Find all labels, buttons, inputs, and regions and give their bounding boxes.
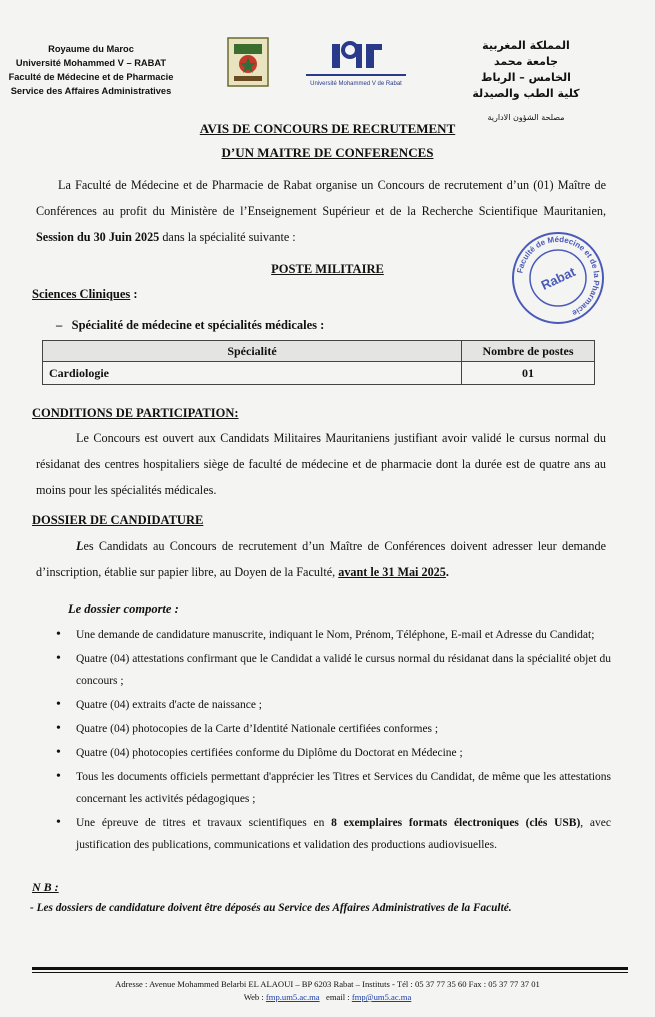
dossier-heading: DOSSIER DE CANDIDATURE <box>32 513 204 527</box>
list-item: • Quatre (04) attestations confirmant que le Candidat a validé le cursus normal du résidanat dans la spécialité objet du concours ; <box>56 648 611 692</box>
header-left-line: Service des Affaires Administratives <box>10 86 172 96</box>
footer-email-label: email : <box>319 992 352 1002</box>
dossier-items-list <box>56 624 611 858</box>
header-right-block <box>471 38 581 126</box>
dossier-text: es Candidats au Concours de recrutement d’un Maître de Conférences doivent adresser leur demande d’inscription, établie sur papier libre, au Doyen de la Faculté, <box>36 539 606 579</box>
header-right-line: جامعة محمد الخامس – الرباط <box>481 55 571 84</box>
header-left-line: Royaume du Maroc <box>48 44 134 54</box>
stamp-ring-text: Faculté de Médecine et de la Pharmacie <box>515 234 602 318</box>
list-item: • Quatre (04) photocopies certifiées conforme du Diplôme du Doctorat en Médecine ; <box>56 742 611 764</box>
um5-logo <box>296 38 416 90</box>
dossier-deadline: avant le 31 Mai 2025 <box>338 565 446 579</box>
table-header-row <box>43 341 595 362</box>
table-cell: Cardiologie <box>43 362 462 385</box>
header-left-block <box>2 42 180 98</box>
list-item: • Tous les documents officiels permettant d'apprécier les Titres et Services du Candidat, de même que les attestations concernant les activités pédagogiques ; <box>56 766 611 810</box>
table-cell: 01 <box>462 362 595 385</box>
specialite-heading-text: Spécialité de médecine et spécialités médicales : <box>71 318 325 332</box>
footer-rule <box>32 972 628 973</box>
sciences-label: Sciences Cliniques <box>32 287 131 301</box>
faculty-stamp <box>510 230 606 326</box>
nb-text: - Les dossiers de candidature doivent être déposés au Service des Affaires Administratives de la Faculté. <box>30 902 512 914</box>
list-item: • Une demande de candidature manuscrite, indiquant le Nom, Prénom, Téléphone, E-mail et Adresse du Candidat; <box>56 624 611 646</box>
university-crest-logo <box>226 36 270 88</box>
conditions-paragraph: Le Concours est ouvert aux Candidats Militaires Mauritaniens justifiant avoir validé le cursus normal du résidanat des centres hospitaliers siège de faculté de médecine et de pharmacie dont la durée est de quatre ans au moins pour les spécialités médicales. <box>36 431 606 497</box>
list-item: • Quatre (04) extraits d'acte de naissance ; <box>56 694 611 716</box>
nb-label: N B : <box>32 880 59 894</box>
list-item-text: Une épreuve de titres et travaux scientifiques en <box>76 817 332 829</box>
header-right-line: المملكة المغربية <box>482 39 570 52</box>
footer-web-label: Web : <box>243 992 266 1002</box>
header-left-line: Faculté de Médecine et de Pharmacie <box>8 72 174 82</box>
list-item-bold: 8 exemplaires formats électroniques (clés USB) <box>331 817 581 829</box>
footer-web-link[interactable]: fmp.um5.ac.ma <box>265 992 320 1002</box>
intro-text: La Faculté de Médecine et de Pharmacie de Rabat organise un Concours de recrutement d’un (01) Maître de Conférences au profit du Ministère de l’Enseignement Supérieur et de la Recherche Scientifique Mauritanien, <box>36 178 606 218</box>
dossier-end: . <box>445 565 449 579</box>
conditions-heading: CONDITIONS DE PARTICIPATION: <box>32 406 239 420</box>
title-line-2: D’UN MAITRE DE CONFERENCES <box>221 145 434 160</box>
dossier-initial: L <box>76 539 84 553</box>
intro-text-end: dans la spécialité suivante : <box>159 230 296 244</box>
sciences-colon: : <box>130 287 138 301</box>
footer <box>0 978 655 1004</box>
footer-address: Adresse : Avenue Mohammed Belarbi EL ALAOUI – BP 6203 Rabat – Instituts - Tél : 05 37 77 35 60 Fax : 05 37 77 37 01 <box>115 979 540 989</box>
list-item: • Quatre (04) photocopies de la Carte d’Identité Nationale certifiées conformes ; <box>56 718 611 740</box>
um5-logo-caption: Université Mohammed V de Rabat <box>310 81 402 87</box>
dossier-paragraph <box>36 533 606 585</box>
dash-bullet: – <box>56 318 72 332</box>
footer-email-link[interactable]: fmp@um5.ac.ma <box>351 992 412 1002</box>
specialite-heading <box>56 318 324 333</box>
header-right-line: كلية الطب والصيدلة <box>472 87 580 100</box>
list-item <box>56 812 611 856</box>
title-line-1: AVIS DE CONCOURS DE RECRUTEMENT <box>199 121 456 136</box>
dossier-comporte-heading: Le dossier comporte : <box>68 602 179 616</box>
list-item-text: , avec justification des publications, communications et validation des productions audiovisuelles. <box>76 817 611 851</box>
header-left-line: Université Mohammed V – RABAT <box>15 58 167 68</box>
specialite-table <box>42 340 595 385</box>
session-date: Session du 30 Juin 2025 <box>36 230 160 244</box>
footer-rule <box>32 967 628 970</box>
poste-heading: POSTE MILITAIRE <box>271 262 384 276</box>
table-row <box>43 362 595 385</box>
table-header-cell: Nombre de postes <box>462 341 595 362</box>
table-header-cell: Spécialité <box>43 341 462 362</box>
sciences-heading <box>32 287 138 302</box>
stamp-center-text: Rabat <box>538 264 578 293</box>
header-right-line: مصلحة الشؤون الادارية <box>487 113 565 122</box>
footer-contact <box>0 991 655 1004</box>
